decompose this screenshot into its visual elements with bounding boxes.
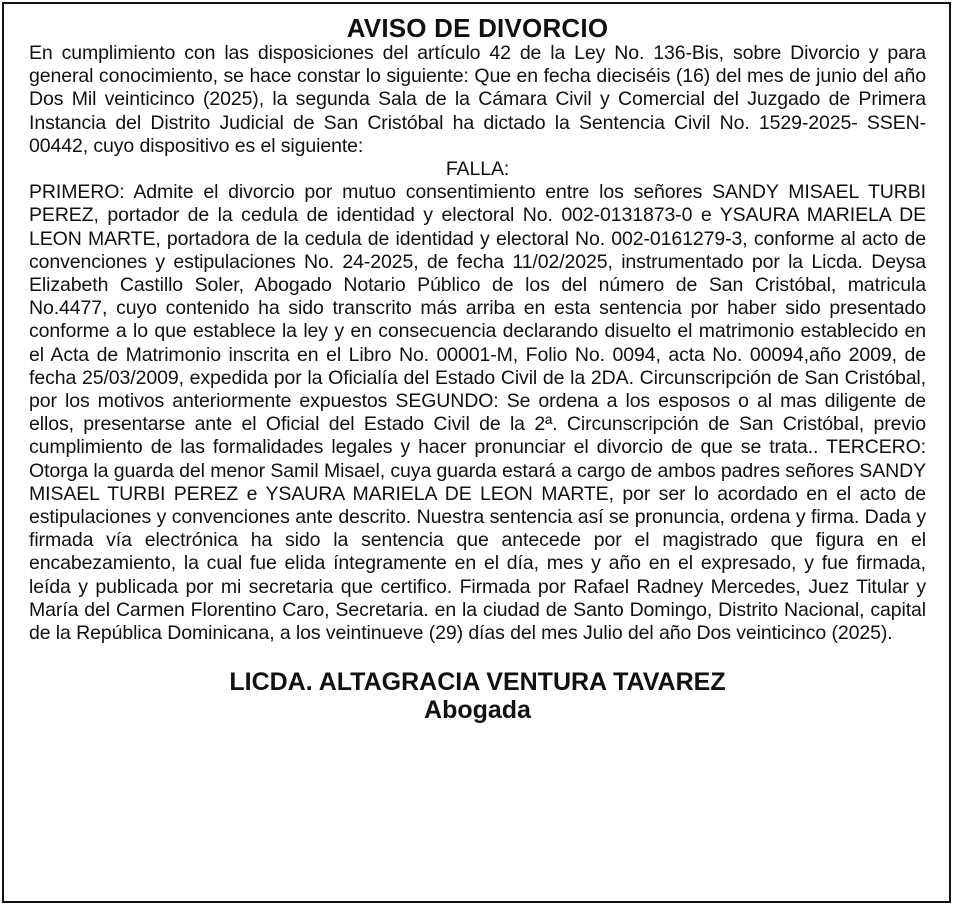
- signer-name: LICDA. ALTAGRACIA VENTURA TAVAREZ: [229, 668, 726, 697]
- signer-role: Abogada: [424, 696, 531, 725]
- falla-heading: FALLA:: [445, 158, 510, 181]
- notice-title: AVISO DE DIVORCIO: [346, 13, 609, 43]
- ruling-paragraph: PRIMERO: Admite el divorcio por mutuo consentimiento entre los señores SANDY MISAEL TURBI PEREZ, portador de la cedula de identidad y electoral No. 002-0131873-0 e YSAURA MARIELA DE LEON MARTE, portadora de la cedula de identidad y electoral No. 002-0161279-3, conforme al acto de convenciones y estipulaciones No. 24-2025, de fecha 11/02/2025, instrumentado por la Licda. Deysa Elizabeth Castillo Soler, Abogado Notario Público de los del número de San Cristóbal, matricula No.4477, cuyo contenido ha sido transcrito más arriba en esta sentencia por haber sido presentado conforme a lo que establece la ley y en consecuencia declarando disuelto el matrimonio establecido en el Acta de Matrimonio inscrita en el Libro No. 00001-M, Folio No. 0094, acta No. 00094,año 2009, de fecha 25/03/2009, expedida por la Oficialía del Estado Civil de la 2DA. Circunscripción de San Cristóbal, por los motivos anteriormente expuestos SEGUNDO: Se ordena a los esposos o al mas diligente de ellos, presentarse ante el Oficial del Estado Civil de la 2ª. Circunscripción de San Cristóbal, previo cumplimiento de las formalidades legales y hacer pronunciar el divorcio de que se trata.. TERCERO: Otorga la guarda del menor Samil Misael, cuya guarda estará a cargo de ambos padres señores SANDY MISAEL TURBI PEREZ e YSAURA MARIELA DE LEON MARTE, por ser lo acordado en el acto de estipulaciones y convenciones ante descrito. Nuestra sentencia así se pronuncia, ordena y firma. Dada y firmada vía electrónica ha sido la sentencia que antecede por el magistrado que figura en el encabezamiento, la cual fue elida íntegramente en el día, mes y año en el expresado, y fue firmada, leída y publicada por mi secretaria que certifico. Firmada por Rafael Radney Mercedes, Juez Titular y María del Carmen Florentino Caro, Secretaria. en la ciudad de Santo Domingo, Distrito Nacional, capital de la República Dominicana, a los veintinueve (29) días del mes Julio del año Dos veinticinco (2025).: [29, 181, 926, 645]
- legal-notice: [2, 2, 951, 903]
- intro-paragraph: En cumplimiento con las disposiciones del artículo 42 de la Ley No. 136-Bis, sobre Divorcio y para general conocimiento, se hace constar lo siguiente: Que en fecha dieciséis (16) del mes de junio del año Dos Mil veinticinco (2025), la segunda Sala de la Cámara Civil y Comercial del Juzgado de Primera Instancia del Distrito Judicial de San Cristóbal ha dictado la Sentencia Civil No. 1529-2025- SSEN-00442, cuyo dispositivo es el siguiente:: [29, 42, 926, 157]
